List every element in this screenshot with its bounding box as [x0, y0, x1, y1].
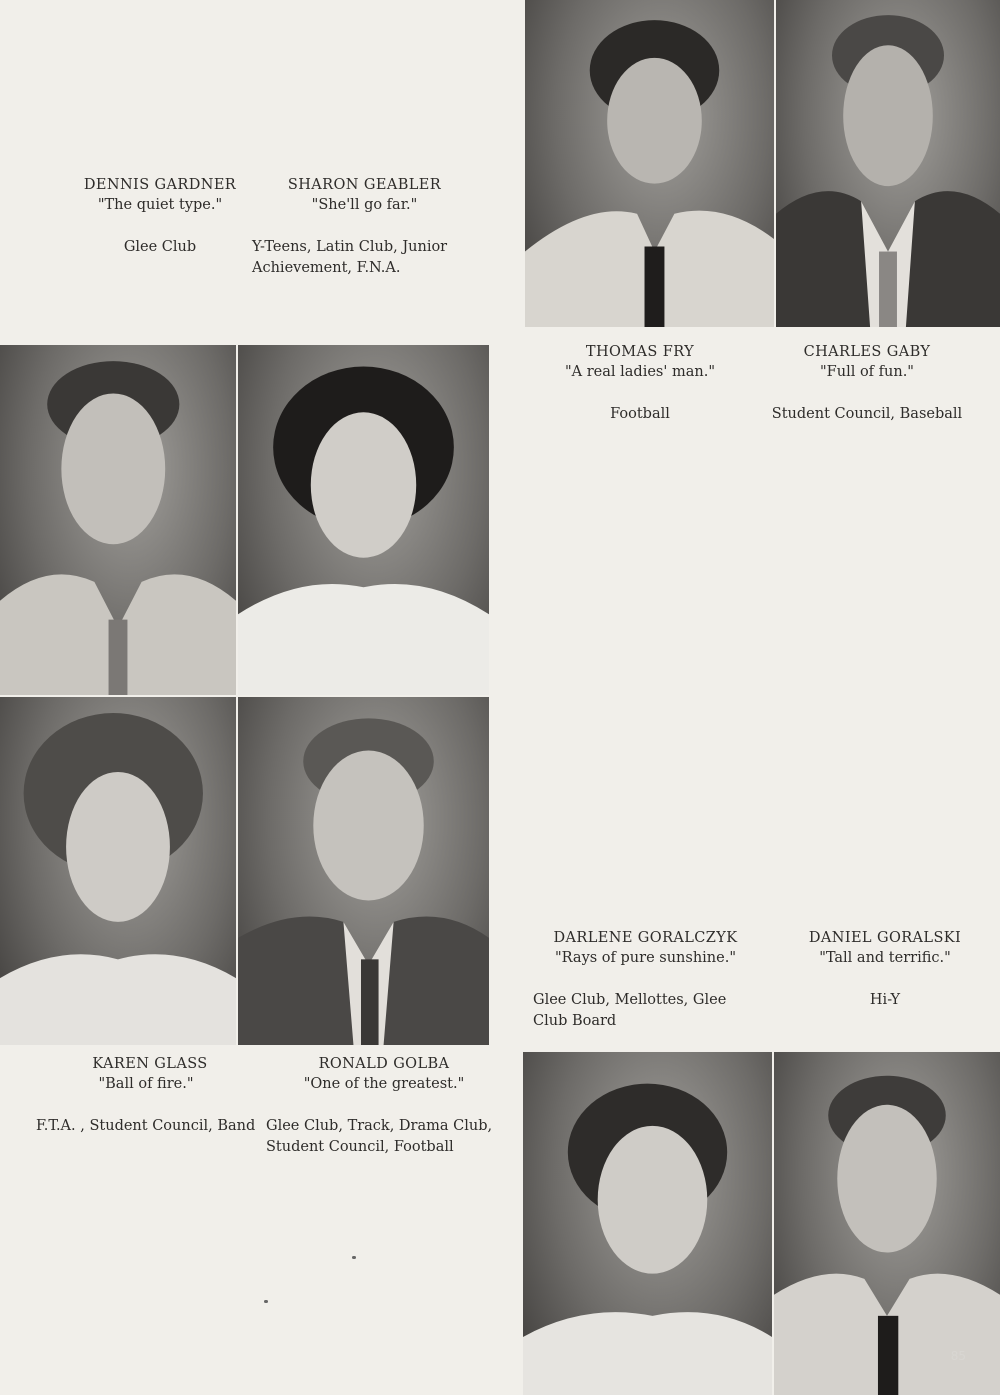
- portrait-sharon-geabler: [238, 345, 491, 695]
- student-name: DARLENE GORALCZYK: [553, 930, 738, 946]
- student-name: RONALD GOLBA: [318, 1056, 450, 1072]
- portrait-charles-gaby: [776, 0, 1000, 327]
- entry-daniel-goralski: [790, 928, 980, 1011]
- portrait-daniel-goralski: [774, 1052, 1000, 1395]
- student-activities: Y-Teens, Latin Club, Junior Achievement, F.N.A.: [252, 239, 448, 276]
- student-activities: Glee Club: [123, 239, 197, 255]
- entry-thomas-fry: [540, 342, 740, 425]
- entry-darlene-goralczyk: [533, 928, 758, 1032]
- student-quote: "Ball of fire.": [98, 1076, 194, 1092]
- student-activities: Hi-Y: [869, 992, 901, 1008]
- student-activities: Glee Club, Mellottes, Glee Club Board: [533, 992, 727, 1029]
- student-quote: "A real ladies' man.": [565, 364, 715, 380]
- student-activities: Glee Club, Track, Drama Club, Student Council, Football: [266, 1118, 493, 1155]
- portrait-ronald-golba: [238, 697, 491, 1045]
- student-name: KAREN GLASS: [92, 1056, 208, 1072]
- student-quote: "The quiet type.": [97, 197, 223, 213]
- page-number: 85: [950, 1349, 966, 1363]
- student-quote: "Full of fun.": [820, 364, 914, 380]
- student-activities: F.T.A. , Student Council, Band: [36, 1118, 256, 1134]
- entry-charles-gaby: [762, 342, 972, 425]
- student-activities: Student Council, Baseball: [771, 406, 963, 422]
- entry-karen-glass: [36, 1054, 256, 1137]
- student-quote: "Rays of pure sunshine.": [555, 950, 736, 966]
- print-speck: [264, 1300, 268, 1303]
- portrait-dennis-gardner: [0, 345, 238, 695]
- student-name: SHARON GEABLER: [287, 177, 442, 193]
- entry-ronald-golba: [266, 1054, 502, 1158]
- entry-sharon-geabler: [252, 175, 477, 279]
- student-quote: "Tall and terrific.": [819, 950, 951, 966]
- student-quote: "She'll go far.": [311, 197, 418, 213]
- portrait-thomas-fry: [525, 0, 776, 327]
- portrait-darlene-goralczyk: [523, 1052, 774, 1395]
- student-quote: "One of the greatest.": [303, 1076, 465, 1092]
- print-speck: [352, 1256, 356, 1259]
- portrait-karen-glass: [0, 697, 238, 1045]
- student-name: DANIEL GORALSKI: [808, 930, 962, 946]
- student-activities: Football: [610, 406, 670, 422]
- entry-dennis-gardner: [60, 175, 260, 258]
- student-name: DENNIS GARDNER: [83, 177, 237, 193]
- student-name: CHARLES GABY: [803, 344, 931, 360]
- student-name: THOMAS FRY: [585, 344, 695, 360]
